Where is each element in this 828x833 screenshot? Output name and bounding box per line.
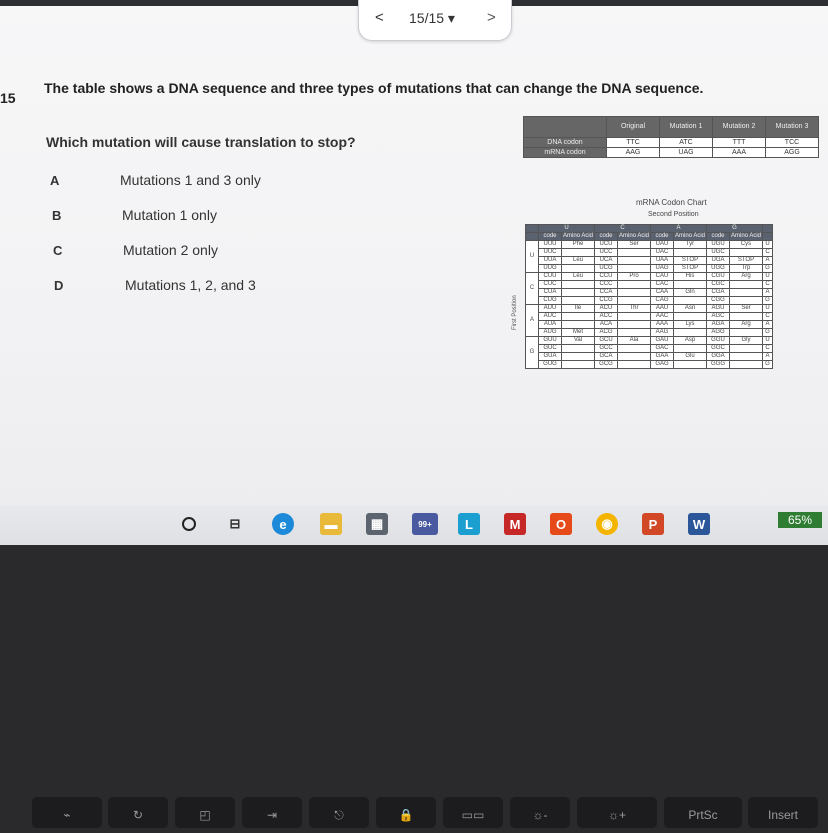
codon-chart-table (525, 224, 773, 369)
header-original: Original (607, 117, 660, 138)
codon-cell: AUC (539, 313, 562, 321)
third-position-letter: C (763, 249, 773, 257)
third-position-corner (763, 225, 773, 233)
amino-acid-cell: Ala (618, 337, 651, 345)
option-b-letter[interactable]: B (52, 208, 62, 223)
codon-cell: CAG (651, 297, 674, 305)
codon-cell: GAA (651, 353, 674, 361)
codon-cell: UAA (651, 257, 674, 265)
option-a-text[interactable]: Mutations 1 and 3 only (120, 172, 261, 188)
key-f2: ↻ (108, 797, 168, 828)
word-icon[interactable]: W (688, 513, 710, 535)
task-view-icon[interactable]: ⊟ (229, 516, 241, 531)
codon-cell: AGG (707, 329, 730, 337)
codon-cell: AAA (651, 321, 674, 329)
key-f4: ⇥ (242, 797, 302, 828)
question-position-dropdown[interactable]: 15/15 ▾ (409, 10, 455, 26)
codon-cell: UUU (539, 241, 562, 249)
amino-acid-cell (730, 289, 763, 297)
codon-cell: UUC (539, 249, 562, 257)
amino-acid-cell (730, 329, 763, 337)
codon-chart-title: mRNA Codon Chart (636, 198, 707, 207)
codon-cell: ACA (595, 321, 618, 329)
key-f5: ⎋ (309, 797, 369, 828)
codon-cell: CUG (539, 297, 562, 305)
codon-cell: GCU (595, 337, 618, 345)
mrna-mutation-2: AAA (713, 148, 766, 158)
codon-cell: AGU (707, 305, 730, 313)
amino-acid-cell (618, 289, 651, 297)
codon-cell: CGG (707, 297, 730, 305)
battery-indicator[interactable]: 65% (778, 512, 822, 528)
third-position-letter: U (763, 305, 773, 313)
codon-cell: UUG (539, 265, 562, 273)
col-header-code: code (539, 233, 562, 241)
codon-cell: GAC (651, 345, 674, 353)
option-c-letter[interactable]: C (53, 243, 63, 258)
amino-acid-cell: Lys (674, 321, 707, 329)
key-f3: ◰ (175, 797, 235, 828)
amino-acid-cell (618, 257, 651, 265)
third-position-letter: A (763, 257, 773, 265)
second-position-header: U (539, 225, 595, 233)
amino-acid-cell (618, 297, 651, 305)
chrome-icon[interactable]: ◉ (596, 513, 618, 535)
amino-acid-cell (674, 361, 707, 369)
amino-acid-cell (674, 313, 707, 321)
option-d-text[interactable]: Mutations 1, 2, and 3 (125, 277, 256, 293)
codon-cell: UAU (651, 241, 674, 249)
mail-icon[interactable] (412, 513, 438, 535)
amino-acid-cell: Pro (618, 273, 651, 281)
amino-acid-cell: Asp (674, 337, 707, 345)
codon-cell: CAU (651, 273, 674, 281)
amino-acid-cell (618, 321, 651, 329)
codon-cell: UGU (707, 241, 730, 249)
previous-question-button[interactable]: < (375, 9, 384, 26)
first-position-letter: U (526, 241, 539, 273)
amino-acid-cell (730, 297, 763, 305)
codon-cell: GGA (707, 353, 730, 361)
key-f6: 🔒 (376, 797, 436, 828)
amino-acid-cell (562, 297, 595, 305)
amino-acid-cell: Arg (730, 321, 763, 329)
amino-acid-cell (730, 249, 763, 257)
key-prtsc: PrtSc (664, 797, 742, 828)
key-f9: ☼+ (577, 797, 657, 828)
amino-acid-cell (562, 361, 595, 369)
third-position-letter: U (763, 241, 773, 249)
third-position-letter: A (763, 289, 773, 297)
col-header-amino-acid: Amino Acid (731, 233, 762, 239)
codon-cell: GGC (707, 345, 730, 353)
codon-cell: UAG (651, 265, 674, 273)
amino-acid-cell (618, 249, 651, 257)
codon-cell: AUG (539, 329, 562, 337)
codon-cell: AAG (651, 329, 674, 337)
key-f8: ☼- (510, 797, 570, 828)
amino-acid-cell (730, 281, 763, 289)
codon-cell: GGG (707, 361, 730, 369)
codon-cell: GUU (539, 337, 562, 345)
codon-cell: CUU (539, 273, 562, 281)
amino-acid-cell (618, 313, 651, 321)
codon-cell: UGG (707, 265, 730, 273)
codon-cell: GUC (539, 345, 562, 353)
codon-cell: CGC (707, 281, 730, 289)
codon-cell: UUA (539, 257, 562, 265)
option-a-letter[interactable]: A (50, 173, 60, 188)
mrna-mutation-3: AGG (766, 148, 819, 158)
amino-acid-cell (618, 265, 651, 273)
amino-acid-cell (562, 281, 595, 289)
amino-acid-cell: Asn (674, 305, 707, 313)
amino-acid-cell: Trp (730, 265, 763, 273)
amino-acid-cell (730, 361, 763, 369)
col-header-amino-acid: Amino Acid (619, 233, 650, 239)
header-mutation-1: Mutation 1 (660, 117, 713, 138)
key-f7: ▭▭ (443, 797, 503, 828)
amino-acid-cell: STOP (730, 257, 763, 265)
codon-cell: GCG (595, 361, 618, 369)
amino-acid-cell (562, 345, 595, 353)
codon-cell: GUG (539, 361, 562, 369)
option-d-letter[interactable]: D (54, 278, 64, 293)
amino-acid-cell: Thr (618, 305, 651, 313)
amino-acid-cell (730, 313, 763, 321)
dna-mutation-2: TTT (713, 138, 766, 148)
codon-cell: ACG (595, 329, 618, 337)
codon-cell: AGC (707, 313, 730, 321)
first-position-letter: A (526, 305, 539, 337)
codon-cell: AGA (707, 321, 730, 329)
notification-badge: 99+ (418, 519, 432, 529)
amino-acid-cell: Gly (730, 337, 763, 345)
amino-acid-cell: Phe (562, 241, 595, 249)
amino-acid-cell (562, 289, 595, 297)
codon-cell: AAC (651, 313, 674, 321)
codon-cell: CAC (651, 281, 674, 289)
codon-cell: AAU (651, 305, 674, 313)
mcafee-icon[interactable]: M (504, 513, 526, 535)
mrna-mutation-1: UAG (660, 148, 713, 158)
second-position-header: C (595, 225, 651, 233)
mutation-table-corner (524, 117, 607, 138)
codon-cell: AUU (539, 305, 562, 313)
third-position-letter: U (763, 273, 773, 281)
row-label-dna: DNA codon (524, 138, 607, 148)
dna-mutation-3: TCC (766, 138, 819, 148)
header-mutation-3: Mutation 3 (766, 117, 819, 138)
next-question-button[interactable]: > (487, 9, 496, 26)
amino-acid-cell (674, 329, 707, 337)
amino-acid-cell: His (674, 273, 707, 281)
codon-cell: GCC (595, 345, 618, 353)
first-position-label: First Position (512, 295, 518, 330)
dna-original: TTC (607, 138, 660, 148)
amino-acid-cell (618, 281, 651, 289)
col-header-code: code (707, 233, 730, 241)
amino-acid-cell: STOP (674, 257, 707, 265)
amino-acid-cell (562, 321, 595, 329)
codon-cell: CCC (595, 281, 618, 289)
amino-acid-cell (562, 353, 595, 361)
codon-cell: UCG (595, 265, 618, 273)
amino-acid-cell: Gln (674, 289, 707, 297)
col-header-code: code (651, 233, 674, 241)
header-mutation-2: Mutation 2 (713, 117, 766, 138)
amino-acid-cell (562, 249, 595, 257)
codon-cell: GUA (539, 353, 562, 361)
l-app-icon[interactable]: L (458, 513, 480, 535)
third-position-letter: G (763, 329, 773, 337)
amino-acid-cell: Met (562, 329, 595, 337)
codon-cell: GAG (651, 361, 674, 369)
first-position-letter: C (526, 273, 539, 305)
powerpoint-icon[interactable]: P (642, 513, 664, 535)
codon-corner (526, 225, 539, 233)
codon-cell: CGU (707, 273, 730, 281)
col-header-code: code (595, 233, 618, 241)
codon-cell: ACC (595, 313, 618, 321)
codon-cell: CCA (595, 289, 618, 297)
option-b-text[interactable]: Mutation 1 only (122, 207, 217, 223)
amino-acid-cell (562, 313, 595, 321)
third-position-letter: A (763, 321, 773, 329)
codon-cell: UGC (707, 249, 730, 257)
codon-corner-2 (526, 233, 539, 241)
second-position-header: G (707, 225, 763, 233)
third-position-letter: C (763, 345, 773, 353)
amino-acid-cell (674, 281, 707, 289)
row-label-mrna: mRNA codon (524, 148, 607, 158)
third-position-letter: G (763, 297, 773, 305)
key-insert: Insert (748, 797, 818, 828)
office-icon[interactable]: O (550, 513, 572, 535)
file-explorer-icon[interactable]: ▬ (320, 513, 342, 535)
amino-acid-cell (618, 345, 651, 353)
amino-acid-cell: Arg (730, 273, 763, 281)
codon-cell: CCU (595, 273, 618, 281)
dna-mutation-1: ATC (660, 138, 713, 148)
codon-cell: UCA (595, 257, 618, 265)
codon-cell: UCU (595, 241, 618, 249)
codon-cell: UAC (651, 249, 674, 257)
amino-acid-cell: Cys (730, 241, 763, 249)
third-position-letter: U (763, 337, 773, 345)
third-position-letter: C (763, 281, 773, 289)
third-corner-2 (763, 233, 773, 241)
first-position-letter: G (526, 337, 539, 369)
amino-acid-cell (618, 353, 651, 361)
codon-cell: AUA (539, 321, 562, 329)
col-header-amino-acid: Amino Acid (563, 233, 594, 239)
amino-acid-cell: Ser (618, 241, 651, 249)
codon-cell: GGU (707, 337, 730, 345)
amino-acid-cell: Glu (674, 353, 707, 361)
edge-browser-icon[interactable]: e (272, 513, 294, 535)
question-prompt: Which mutation will cause translation to stop? (46, 134, 356, 150)
codon-cell: CUC (539, 281, 562, 289)
mrna-original: AAG (607, 148, 660, 158)
codon-cell: ACU (595, 305, 618, 313)
amino-acid-cell (730, 353, 763, 361)
mutation-table (523, 116, 819, 158)
question-text: The table shows a DNA sequence and three types of mutations that can change the DNA sequence. (44, 80, 704, 96)
third-position-letter: G (763, 265, 773, 273)
amino-acid-cell: Ile (562, 305, 595, 313)
question-number: 15 (0, 90, 16, 106)
amino-acid-cell: Ser (730, 305, 763, 313)
third-position-letter: C (763, 313, 773, 321)
option-c-text[interactable]: Mutation 2 only (123, 242, 218, 258)
amino-acid-cell (562, 265, 595, 273)
store-icon[interactable]: ▦ (366, 513, 388, 535)
amino-acid-cell: STOP (674, 265, 707, 273)
codon-cell: CAA (651, 289, 674, 297)
codon-cell: GCA (595, 353, 618, 361)
codon-cell: UGA (707, 257, 730, 265)
codon-cell: CUA (539, 289, 562, 297)
codon-cell: CGA (707, 289, 730, 297)
amino-acid-cell (730, 345, 763, 353)
amino-acid-cell (674, 249, 707, 257)
codon-cell: UCC (595, 249, 618, 257)
third-position-letter: A (763, 353, 773, 361)
amino-acid-cell: Tyr (674, 241, 707, 249)
amino-acid-cell: Leu (562, 257, 595, 265)
amino-acid-cell: Val (562, 337, 595, 345)
amino-acid-cell: Leu (562, 273, 595, 281)
amino-acid-cell (674, 345, 707, 353)
codon-chart-subtitle: Second Position (648, 211, 699, 218)
amino-acid-cell (618, 361, 651, 369)
third-position-letter: G (763, 361, 773, 369)
amino-acid-cell (618, 329, 651, 337)
col-header-amino-acid: Amino Acid (675, 233, 706, 239)
start-circle-icon[interactable] (178, 513, 200, 535)
codon-cell: CCG (595, 297, 618, 305)
amino-acid-cell (674, 297, 707, 305)
second-position-header: A (651, 225, 707, 233)
codon-cell: GAU (651, 337, 674, 345)
question-navigator (358, 0, 512, 41)
key-f1: ⌁ (32, 797, 102, 828)
